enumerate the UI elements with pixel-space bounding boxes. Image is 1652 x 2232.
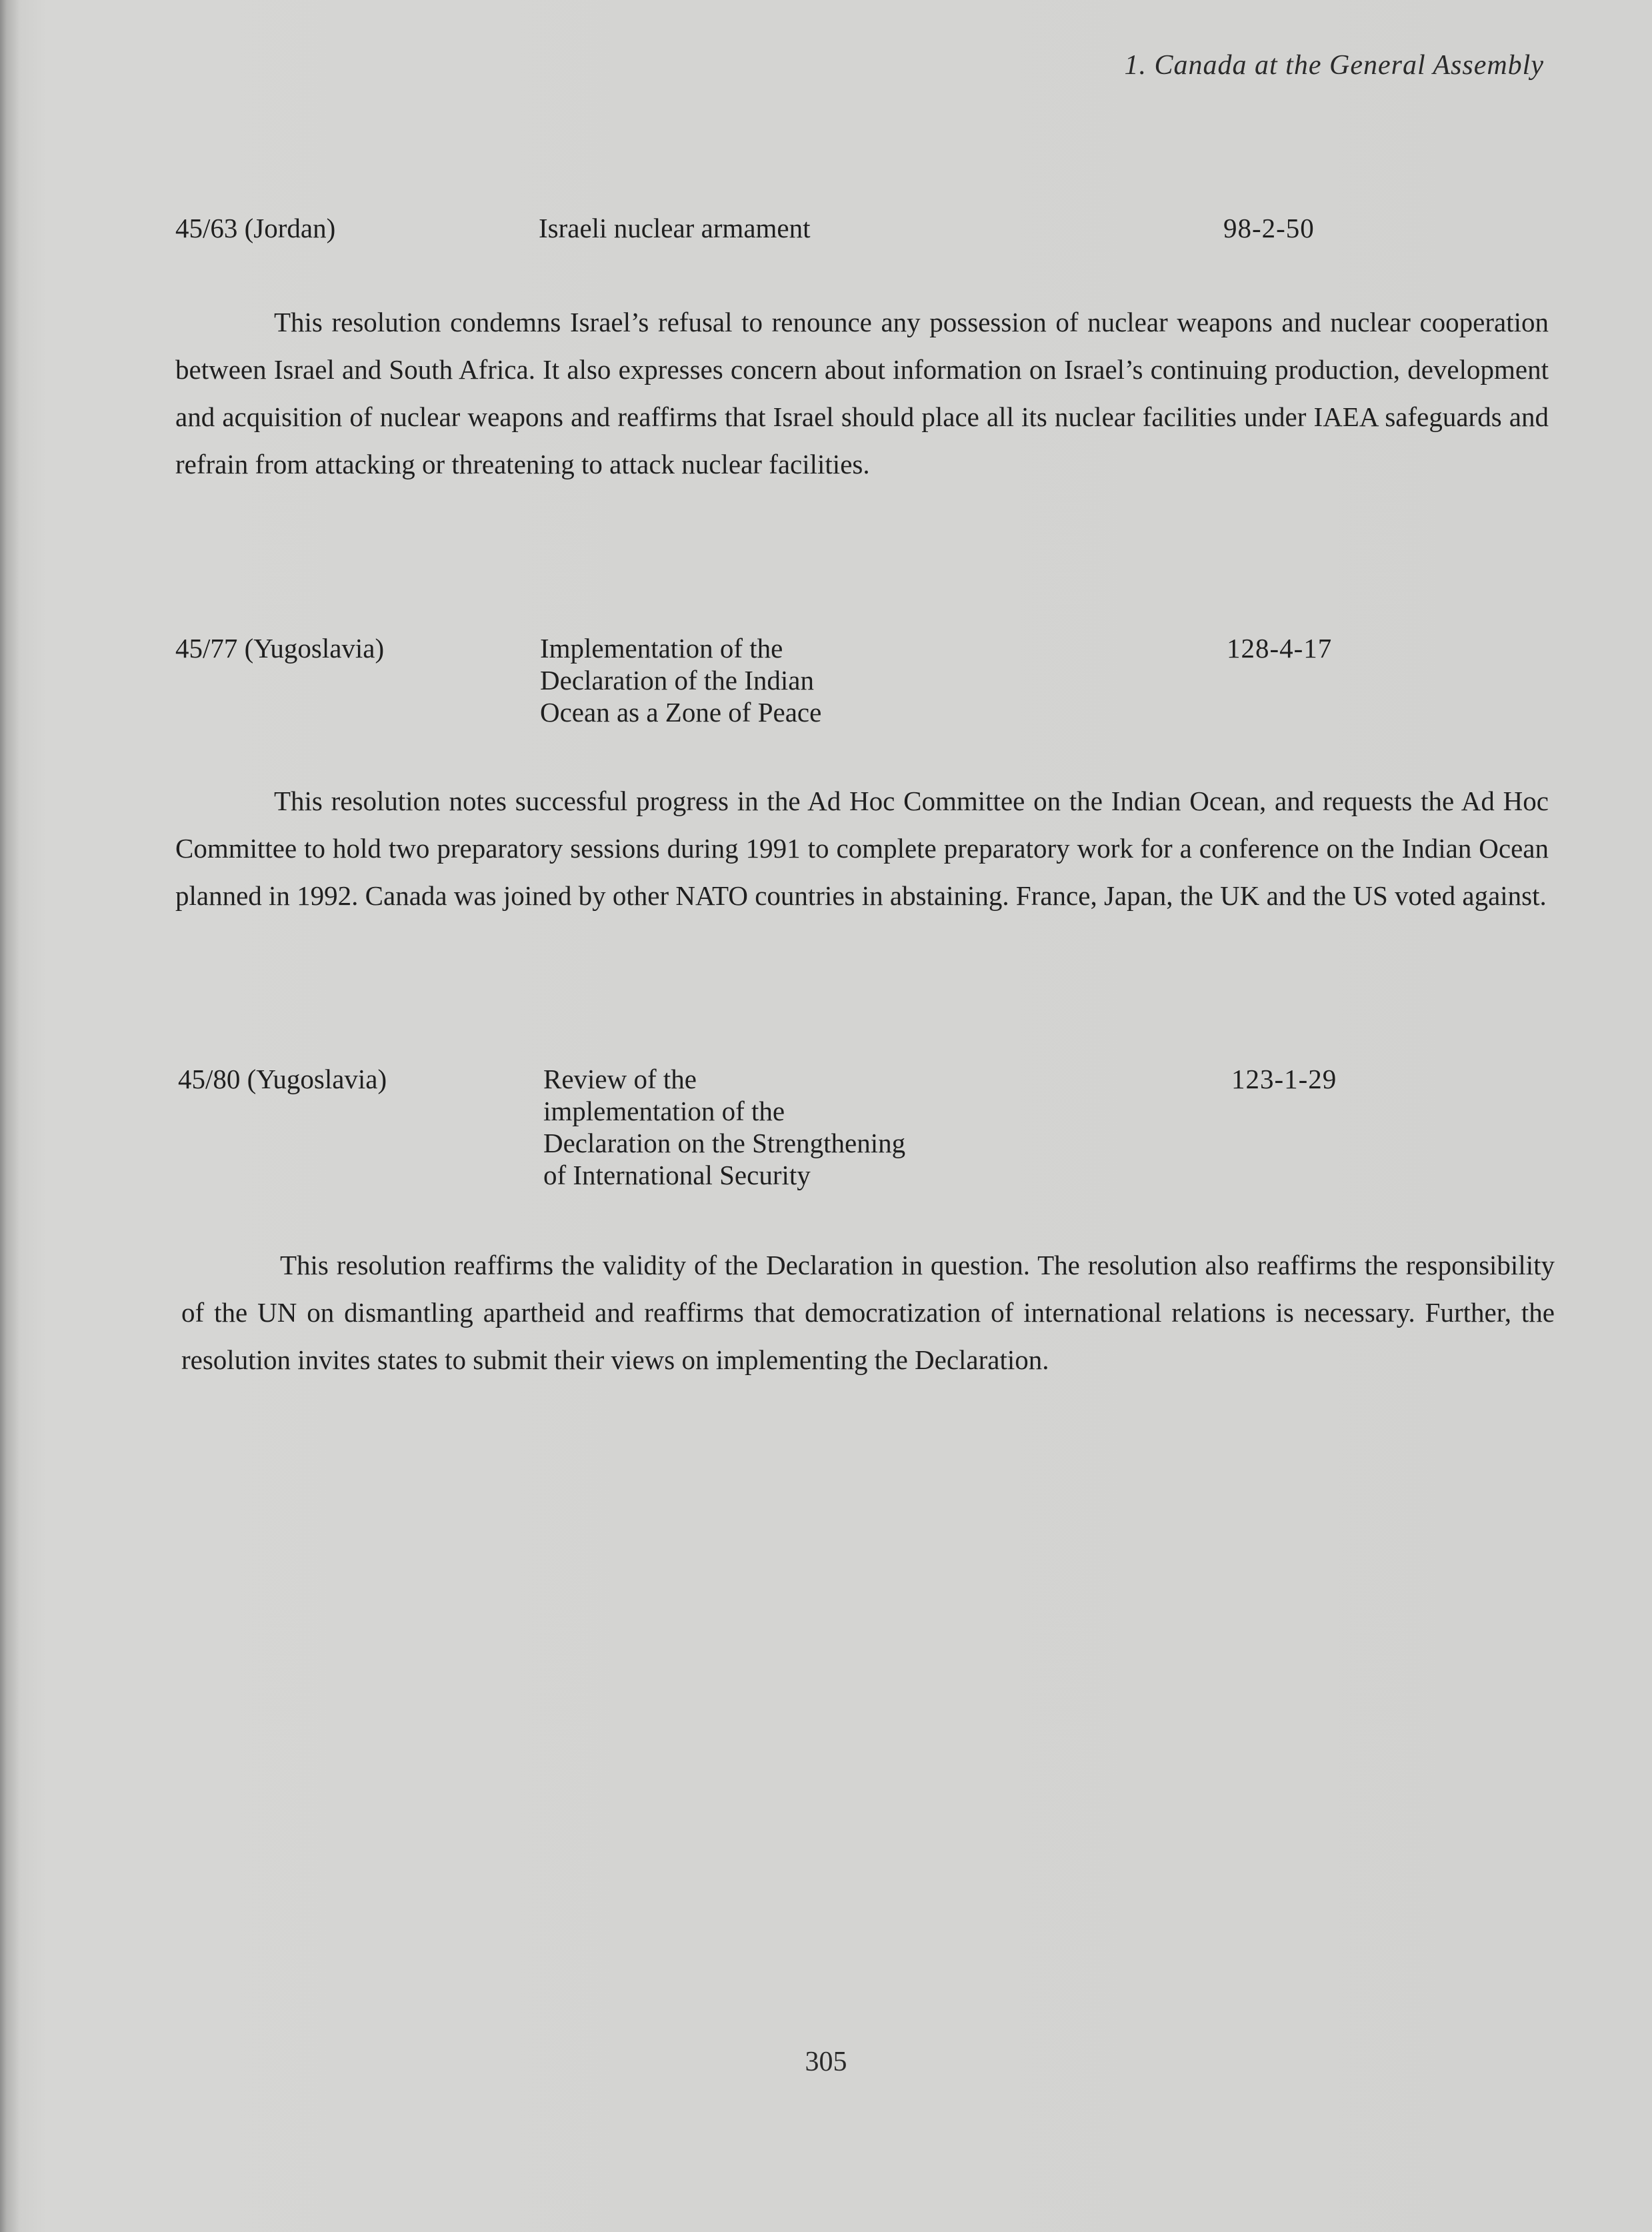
- resolution-vote: 123-1-29: [1231, 1064, 1337, 1094]
- resolution-summary: This resolution reaffirms the validity of the Declaration in question. The resolution also reaffirms the responsibility of the UN on dismantling apartheid and reaffirms that democratization of international relations is necessary. Further, the resolution invites states to submit their views on implementing the Declaration.: [181, 1250, 1555, 1375]
- resolution-title-line: Review of the: [543, 1064, 697, 1094]
- resolution-title-line: Israeli nuclear armament: [539, 213, 811, 243]
- resolution-id: 45/80 (Yugoslavia): [178, 1064, 387, 1094]
- resolution-title-line: Implementation of the: [540, 633, 783, 664]
- resolution-title: [540, 632, 1047, 728]
- resolution-vote: 128-4-17: [1227, 633, 1333, 664]
- resolution-title-line: Declaration of the Indian: [540, 665, 814, 696]
- resolution-title-line: implementation of the: [543, 1096, 785, 1126]
- resolution-id: 45/63 (Jordan): [175, 213, 336, 243]
- resolution-summary: This resolution notes successful progress in the Ad Hoc Committee on the Indian Ocean, and requests the Ad Hoc Committee to hold two preparatory sessions during 1991 to complete preparatory work for a conference on the Indian Ocean planned in 1992. Canada was joined by other NATO countries in abstaining. France, Japan, the UK and the US voted against.: [175, 786, 1549, 911]
- resolution-summary: This resolution condemns Israel’s refusal to renounce any possession of nuclear weapons and nuclear cooperation between Israel and South Africa. It also expresses concern about information on Israel’s continuing production, development and acquisition of nuclear weapons and reaffirms that Israel should place all its nuclear facilities under IAEA safeguards and refrain from attacking or threatening to attack nuclear facilities.: [175, 307, 1549, 479]
- resolution-title-line: Ocean as a Zone of Peace: [540, 697, 822, 728]
- resolution-title: [539, 212, 1045, 244]
- resolution-title: [543, 1063, 1050, 1191]
- resolution-title-line: Declaration on the Strengthening: [543, 1128, 906, 1158]
- page-number: 305: [805, 2047, 847, 2077]
- resolution-id: 45/77 (Yugoslavia): [175, 633, 385, 664]
- resolution-vote: 98-2-50: [1223, 213, 1315, 243]
- running-head: 1. Canada at the General Assembly: [1124, 50, 1544, 81]
- resolution-title-line: of International Security: [543, 1160, 811, 1190]
